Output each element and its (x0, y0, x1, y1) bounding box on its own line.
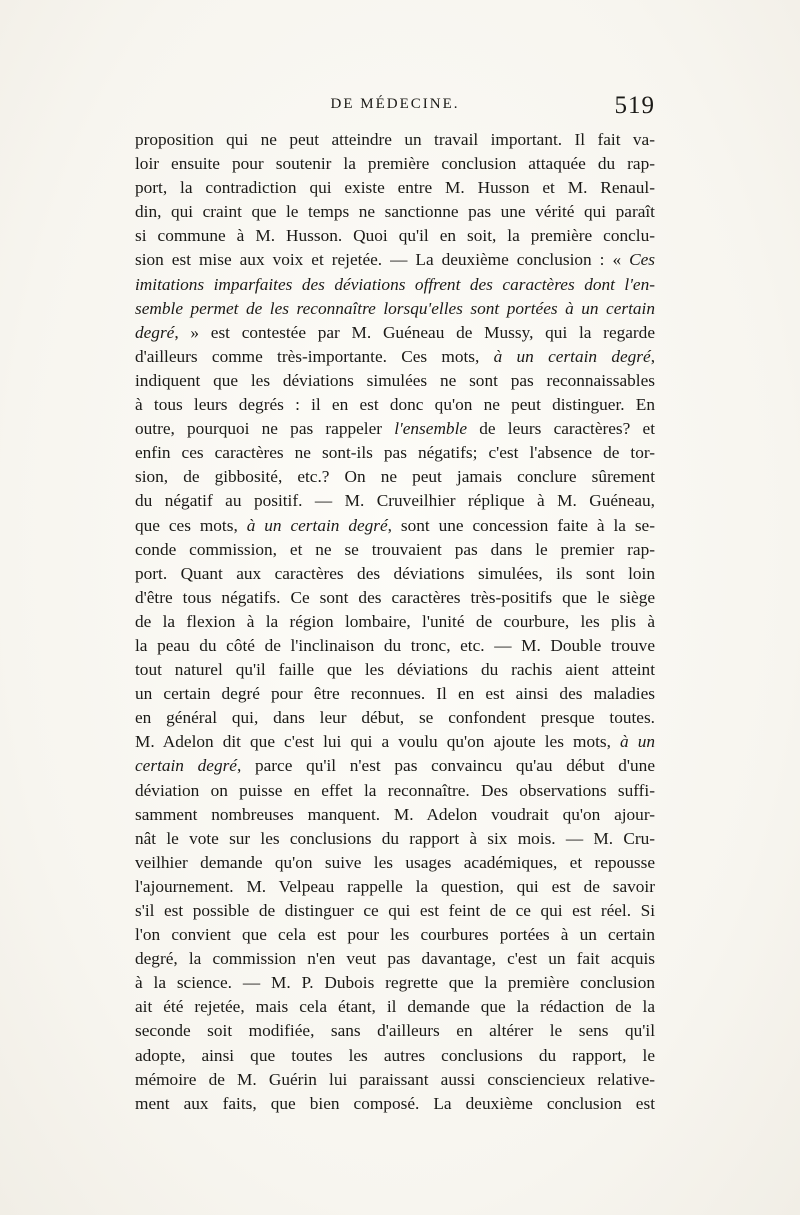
text-segment: , sont une concession faite à la se- (387, 515, 655, 535)
text-line (135, 345, 655, 369)
text-line (135, 152, 655, 176)
page-number: 519 (614, 92, 655, 119)
text-line (135, 489, 655, 513)
text-segment: conde commission, et ne se trouvaient pas dans le premier rap- (135, 539, 655, 559)
text-segment: sion est mise aux voix et rejetée. — La deuxième conclusion : « (135, 250, 630, 270)
text-segment: port. Quant aux caractères des déviations simulées, ils sont loin (135, 563, 655, 583)
text-segment: un certain degré pour être reconnues. Il en est ainsi des maladies (135, 684, 655, 704)
text-segment: ment aux faits, que bien composé. La deuxième conclusion est (135, 1093, 655, 1113)
text-segment: , (650, 346, 656, 366)
text-segment: à la science. — M. P. Dubois regrette que la première conclusion (135, 973, 655, 993)
text-line (135, 128, 655, 152)
text-segment: outre, pourquoi ne pas rappeler (135, 419, 395, 439)
text-line (135, 176, 655, 200)
text-line (135, 1092, 655, 1116)
text-segment: sion, de gibbosité, etc.? On ne peut jamais conclure sûrement (135, 467, 655, 487)
text-line (135, 465, 655, 489)
text-line (135, 682, 655, 706)
italic-text-segment: certain degré (135, 756, 237, 776)
text-segment: si commune à M. Husson. Quoi qu'il en soit, la première conclu- (135, 226, 655, 246)
text-segment: d'ailleurs comme très-importante. Ces mots, (135, 346, 494, 366)
text-line (135, 369, 655, 393)
text-segment: veilhier demande qu'on suive les usages académiques, et repousse (135, 852, 655, 872)
text-segment: M. Adelon dit que c'est lui qui a voulu qu'on ajoute les mots, (135, 732, 620, 752)
text-line (135, 899, 655, 923)
text-segment: d'être tous négatifs. Ce sont des caractères très-positifs que le siège (135, 587, 655, 607)
italic-text-segment: semble permet de les reconnaître lorsqu'elles sont portées à un certain (135, 298, 655, 318)
text-segment: proposition qui ne peut atteindre un travail important. Il fait va- (135, 130, 655, 149)
text-line (135, 875, 655, 899)
text-line (135, 224, 655, 248)
text-line (135, 248, 655, 272)
text-line (135, 417, 655, 441)
text-segment: seconde soit modifiée, sans d'ailleurs en altérer le sens qu'il (135, 1021, 655, 1041)
body-text (135, 128, 655, 1116)
text-segment: indiquent que les déviations simulées ne sont pas reconnaissables (135, 370, 655, 390)
page-header (135, 92, 655, 122)
text-segment: , » est contestée par M. Guéneau de Mussy, qui la regarde (174, 322, 655, 342)
text-line (135, 1019, 655, 1043)
text-line (135, 803, 655, 827)
text-segment: à tous leurs degrés : il en est donc qu'on ne peut distinguer. En (135, 395, 655, 415)
text-segment: l'on convient que cela est pour les courbures portées à un certain (135, 925, 655, 945)
text-segment: de la flexion à la région lombaire, l'unité de courbure, les plis à (135, 611, 655, 631)
text-line (135, 297, 655, 321)
text-line (135, 393, 655, 417)
italic-text-segment: l'ensemble (394, 419, 468, 439)
text-line (135, 610, 655, 634)
text-line (135, 827, 655, 851)
text-line (135, 538, 655, 562)
text-line (135, 1068, 655, 1092)
text-line (135, 586, 655, 610)
text-line (135, 321, 655, 345)
text-line (135, 923, 655, 947)
text-segment: de leurs caractères? et (467, 419, 655, 439)
text-line (135, 658, 655, 682)
text-line (135, 706, 655, 730)
text-segment: , parce qu'il n'est pas convaincu qu'au début d'une (236, 756, 655, 776)
text-line (135, 851, 655, 875)
text-segment: degré, la commission n'en veut pas davantage, c'est un fait acquis (135, 949, 655, 969)
text-segment: adopte, ainsi que toutes les autres conclusions du rapport, le (135, 1045, 655, 1065)
text-line (135, 971, 655, 995)
text-line (135, 200, 655, 224)
text-line (135, 441, 655, 465)
text-line (135, 947, 655, 971)
text-segment: enfin ces caractères ne sont-ils pas négatifs; c'est l'absence de tor- (135, 443, 655, 463)
text-segment: din, qui craint que le temps ne sanctionne pas une vérité qui paraît (135, 202, 655, 222)
text-segment: port, la contradiction qui existe entre M. Husson et M. Renaul- (135, 178, 655, 198)
text-line (135, 562, 655, 586)
text-segment: la peau du côté de l'inclinaison du tronc, etc. — M. Double trouve (135, 635, 655, 655)
italic-text-segment: Ces (629, 250, 655, 270)
italic-text-segment: degré (135, 322, 175, 342)
text-segment: samment nombreuses manquent. M. Adelon voudrait qu'on ajour- (135, 804, 655, 824)
text-segment: que ces mots, (135, 515, 247, 535)
text-segment: s'il est possible de distinguer ce qui est feint de ce qui est réel. Si (135, 901, 655, 920)
text-segment: tout naturel qu'il faille que les déviations du rachis aient atteint (135, 660, 655, 680)
text-segment: loir ensuite pour soutenir la première conclusion attaquée du rap- (135, 154, 655, 174)
text-line (135, 273, 655, 297)
text-line (135, 1044, 655, 1068)
text-line (135, 779, 655, 803)
text-segment: du négatif au positif. — M. Cruveilhier réplique à M. Guéneau, (135, 491, 655, 511)
text-line (135, 754, 655, 778)
text-line (135, 995, 655, 1019)
italic-text-segment: imitations imparfaites des déviations offrent des caractères dont l'en- (135, 274, 655, 294)
italic-text-segment: à un (620, 732, 655, 752)
text-segment: déviation on puisse en effet la reconnaître. Des observations suffi- (135, 780, 655, 800)
text-segment: en général qui, dans leur début, se confondent presque toutes. (135, 708, 655, 728)
italic-text-segment: à un certain degré (493, 346, 651, 366)
text-line (135, 634, 655, 658)
text-line (135, 730, 655, 754)
text-segment: mémoire de M. Guérin lui paraissant aussi consciencieux relative- (135, 1069, 655, 1089)
text-segment: ait été rejetée, mais cela étant, il demande que la rédaction de la (135, 997, 655, 1017)
running-head: DE MÉDECINE. (330, 96, 460, 112)
italic-text-segment: à un certain degré (246, 515, 388, 535)
text-segment: nât le vote sur les conclusions du rapport à six mois. — M. Cru- (135, 828, 655, 848)
text-line (135, 514, 655, 538)
text-segment: l'ajournement. M. Velpeau rappelle la question, qui est de savoir (135, 876, 655, 896)
